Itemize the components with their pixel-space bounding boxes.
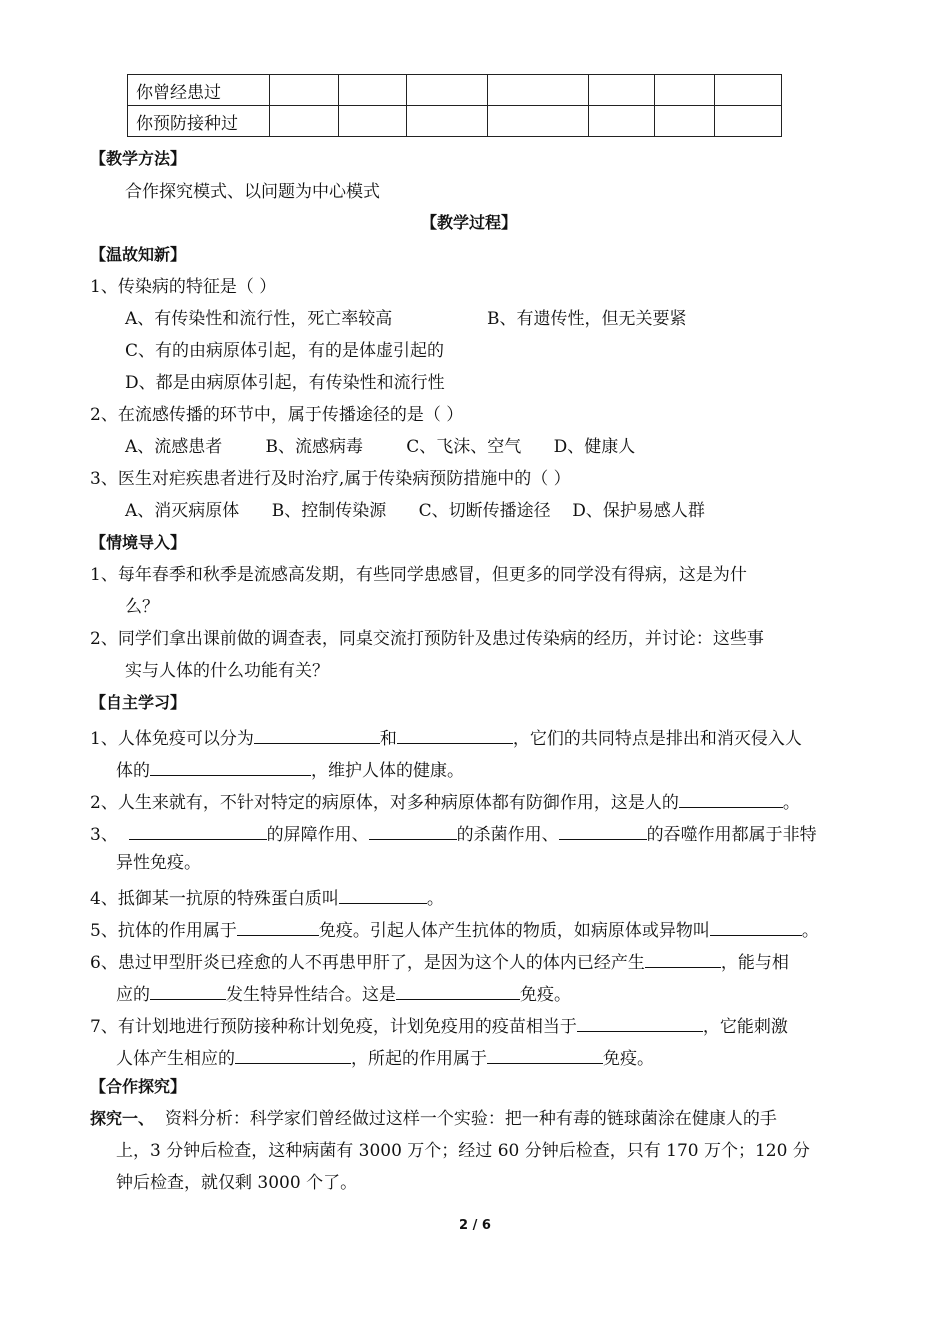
explore-line-2: 上，3 分钟后检查，这种病菌有 3000 万个；经过 60 分钟后检查，只有 170 万个；120 分 bbox=[116, 1141, 810, 1161]
study-item-6: 6、患过甲型肝炎已痊愈的人不再患甲肝了，是因为这个人的体内已经产生 ，能与相 bbox=[90, 947, 789, 975]
row-label: 你曾经患过 bbox=[128, 75, 270, 106]
answer-blank[interactable] bbox=[129, 819, 267, 840]
page-number: 2 / 6 bbox=[459, 1218, 491, 1233]
explore-line-3: 钟后检查，就仅剩 3000 个了。 bbox=[116, 1173, 358, 1193]
answer-blank[interactable] bbox=[710, 915, 802, 936]
study-item-1-cont: 体的 ，维护人体的健康。 bbox=[116, 755, 464, 783]
study-item-2: 2、人生来就有，不针对特定的病原体，对多种病原体都有防御作用，这是人的 。 bbox=[90, 787, 800, 815]
study-item-3-cont: 异性免疫。 bbox=[116, 853, 201, 873]
study-item-5: 5、抗体的作用属于 免疫。引起人体产生抗体的物质，如病原体或异物叫 。 bbox=[90, 915, 819, 943]
review-q2: 2、在流感传播的环节中，属于传播途径的是（ ） bbox=[90, 405, 464, 425]
study-item-7-cont: 人体产生相应的 ，所起的作用属于 免疫。 bbox=[116, 1043, 654, 1071]
process-heading: 【教学过程】 bbox=[421, 213, 518, 232]
answer-blank[interactable] bbox=[397, 723, 513, 744]
row-label: 你预防接种过 bbox=[128, 106, 270, 137]
study-item-6-cont: 应的 发生特异性结合。这是 免疫。 bbox=[116, 979, 571, 1007]
review-q3: 3、医生对疟疾患者进行及时治疗,属于传染病预防措施中的（ ） bbox=[90, 469, 571, 489]
review-q1-d: D、都是由病原体引起，有传染性和流行性 bbox=[125, 373, 445, 393]
table-row bbox=[128, 106, 782, 137]
answer-blank[interactable] bbox=[237, 915, 319, 936]
answer-blank[interactable] bbox=[645, 947, 721, 968]
intro-item-2-cont: 实与人体的什么功能有关？ bbox=[125, 661, 329, 681]
answer-blank[interactable] bbox=[254, 723, 380, 744]
intro-heading: 【情境导入】 bbox=[90, 533, 187, 552]
intro-item-2: 2、同学们拿出课前做的调查表，同桌交流打预防针及患过传染病的经历，并讨论：这些事 bbox=[90, 629, 764, 649]
answer-blank[interactable] bbox=[339, 883, 427, 904]
explore-label: 探究一、 bbox=[90, 1109, 155, 1128]
answer-blank[interactable] bbox=[679, 787, 783, 808]
intro-item-1: 1、每年春季和秋季是流感高发期，有些同学患感冒，但更多的同学没有得病，这是为什 bbox=[90, 565, 747, 585]
review-q1-a: A、有传染性和流行性，死亡率较高 bbox=[125, 309, 393, 329]
review-q1-c: C、有的由病原体引起，有的是体虚引起的 bbox=[125, 341, 445, 361]
answer-blank[interactable] bbox=[235, 1043, 351, 1064]
answer-blank[interactable] bbox=[396, 979, 520, 1000]
explore-line-1: 探究一、 资料分析：科学家们曾经做过这样一个实验：把一种有毒的链球菌涂在健康人的手 bbox=[90, 1109, 777, 1129]
review-heading: 【温故知新】 bbox=[90, 245, 187, 264]
study-item-7: 7、有计划地进行预防接种称计划免疫，计划免疫用的疫苗相当于 ，它能刺激 bbox=[90, 1011, 788, 1039]
coop-heading: 【合作探究】 bbox=[90, 1077, 187, 1096]
answer-blank[interactable] bbox=[150, 979, 226, 1000]
answer-blank[interactable] bbox=[559, 819, 647, 840]
self-study-heading: 【自主学习】 bbox=[90, 693, 187, 712]
survey-table bbox=[127, 74, 782, 137]
answer-blank[interactable] bbox=[369, 819, 457, 840]
review-q1: 1、传染病的特征是（ ） bbox=[90, 277, 277, 297]
method-heading: 【教学方法】 bbox=[90, 149, 187, 168]
review-q2-options: A、流感患者 B、流感病毒 C、飞沫、空气 D、健康人 bbox=[125, 437, 636, 457]
answer-blank[interactable] bbox=[487, 1043, 603, 1064]
review-q3-options: A、消灭病原体 B、控制传染源 C、切断传播途径 D、保护易感人群 bbox=[125, 501, 705, 521]
study-item-3: 3、 的屏障作用、 的杀菌作用、 的吞噬作用都属于非特 bbox=[90, 819, 817, 847]
method-text: 合作探究模式、以问题为中心模式 bbox=[125, 182, 380, 202]
intro-item-1-cont: 么？ bbox=[125, 597, 159, 617]
study-item-1: 1、人体免疫可以分为 和 ，它们的共同特点是排出和消灭侵入人 bbox=[90, 723, 802, 751]
answer-blank[interactable] bbox=[150, 755, 311, 776]
study-item-4: 4、抵御某一抗原的特殊蛋白质叫 。 bbox=[90, 883, 444, 911]
review-q1-b: B、有遗传性，但无关要紧 bbox=[487, 309, 687, 329]
table-row bbox=[128, 75, 782, 106]
answer-blank[interactable] bbox=[577, 1011, 703, 1032]
